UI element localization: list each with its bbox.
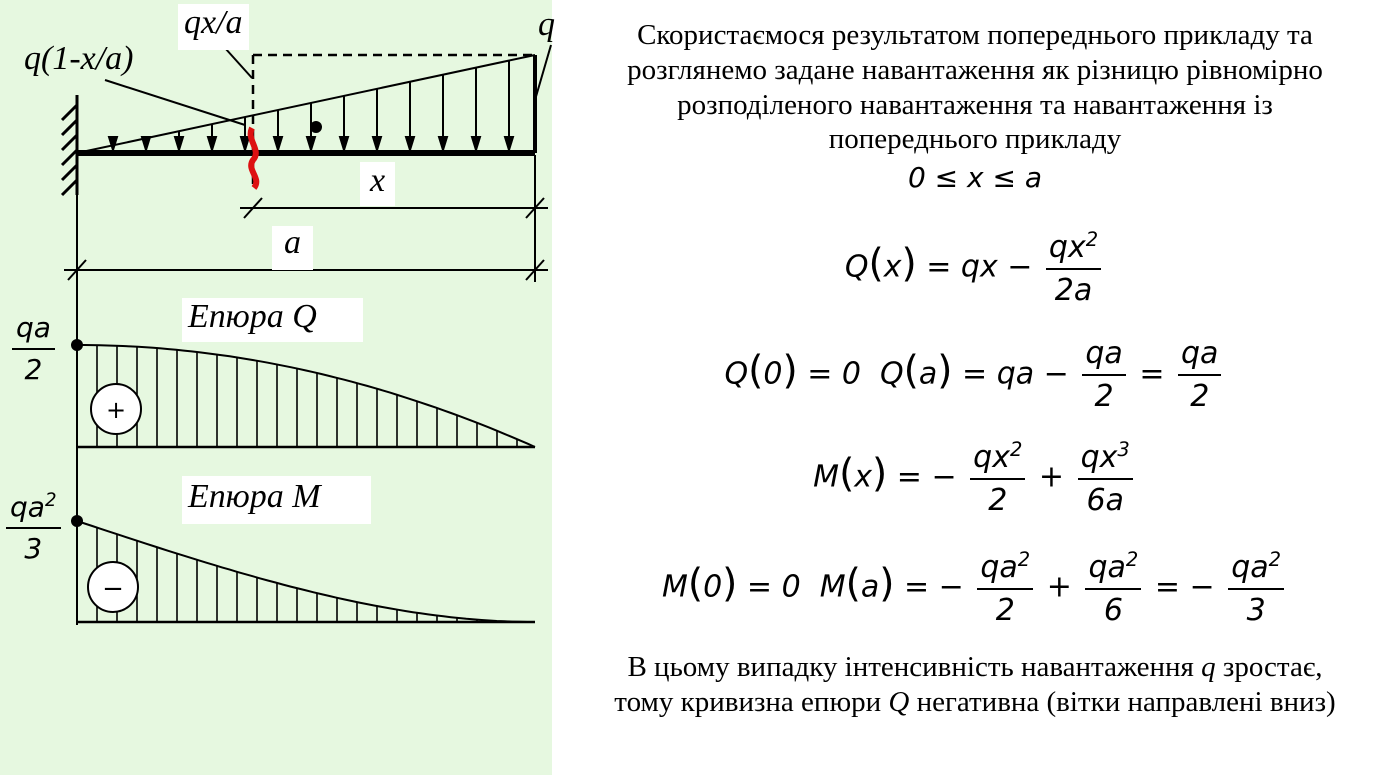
leader-q-label <box>105 80 245 125</box>
label-qx-over-a: qx/a <box>178 4 249 50</box>
load-arrow-head <box>208 137 216 150</box>
label-a: a <box>272 226 313 270</box>
shear-diagram <box>71 339 535 447</box>
load-arrow-head <box>340 137 348 150</box>
load-arrow-head <box>142 137 150 150</box>
load-arrow-head <box>109 137 117 150</box>
formula-moment: M(x) = − $\frac{qx^2}{2}$ + $\frac{qx^3}{6a}$ <box>560 438 1389 518</box>
label-x: x <box>360 162 395 206</box>
beam-diagram <box>0 0 556 775</box>
load-arrow-head <box>175 137 183 150</box>
load-arrow-head <box>373 137 381 150</box>
load-arrows <box>109 61 513 150</box>
intro-paragraph: Скористаємося результатом попереднього прикладу та розглянемо задане навантаження як різницю рівномірно розподіленого навантаження та навантаження із попереднього прикладу <box>627 19 1323 156</box>
formula-shear: Q(x) = qx − $\frac{qx^2}{2a}$ <box>560 228 1389 308</box>
label-q-one-minus: q(1-x/a) <box>24 40 134 77</box>
load-arrow-head <box>472 137 480 150</box>
label-q: q <box>538 6 555 43</box>
sign-m: − <box>102 574 124 604</box>
q-end-value: qa 2 <box>12 314 55 384</box>
load-arrow-head <box>241 137 249 150</box>
load-arrow-head <box>505 137 513 150</box>
label-epure-q: Епюра Q <box>182 298 363 342</box>
resultant-point <box>310 121 322 133</box>
load-arrow-head <box>439 137 447 150</box>
range-condition: 0 ≤ x ≤ a <box>907 161 1043 195</box>
leader-q-end <box>535 45 551 100</box>
label-epure-m: Епюра M <box>182 476 371 524</box>
load-arrow-head <box>307 137 315 150</box>
formula-shear-values: Q(0) = 0 Q(a) = qa − $\frac{qa}{2}$ = $\frac{qa}{2}$ <box>560 336 1389 414</box>
sign-q: + <box>105 396 127 424</box>
conclusion-text: В цьому випадку інтенсивність навантаження q зростає, тому кривизна епюри Q негативна (вітки направлені вниз) <box>614 651 1336 718</box>
fixed-support <box>62 95 77 195</box>
moment-diagram <box>71 515 535 622</box>
section-cut <box>251 128 257 188</box>
load-arrow-head <box>274 137 282 150</box>
formula-moment-values: M(0) = 0 M(a) = − $\frac{qa^2}{2}$ + $\frac{qa^2}{6}$ = − $\frac{qa^2}{3}$ <box>560 548 1389 628</box>
intro-text <box>560 18 1389 195</box>
m-end-value: $qa^2$ 3 <box>6 492 61 563</box>
leader-qx-label <box>225 48 252 78</box>
load-arrow-head <box>406 137 414 150</box>
